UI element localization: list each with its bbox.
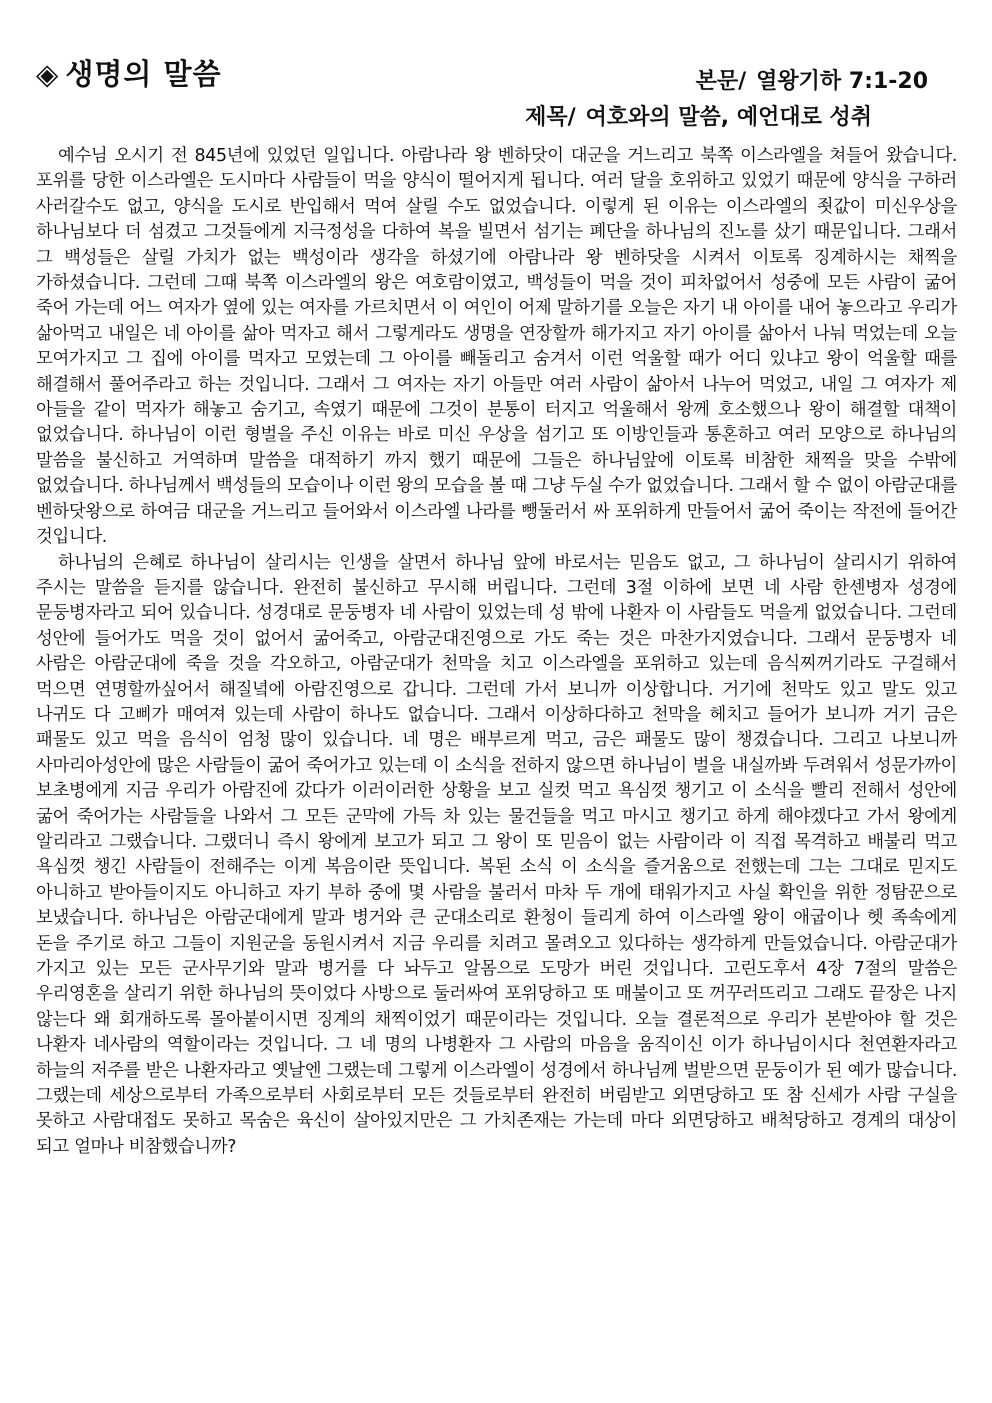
scripture-label: 본문/ [695, 69, 747, 94]
sermon-body [36, 144, 957, 1394]
sermon-title [525, 100, 872, 131]
sermon-title-value: 여호와의 말씀, 예언대로 성취 [585, 105, 872, 130]
section-title: 생명의 말씀 [65, 57, 222, 91]
scripture-reference [696, 64, 928, 95]
diamond-bullet-icon: ◈ [36, 57, 60, 91]
sermon-title-label: 제목/ [525, 105, 576, 130]
sermon-paragraph-1: 예수님 오시기 전 845년에 있었던 일입니다. 아람나라 왕 벤하닷이 대군을 거느리고 북쪽 이스라엘을 쳐들어 왔습니다. 포위를 당한 이스라엘은 도시마다 사람들이 먹을 양식이 떨어지게 됩니다. 여러 달을 호위하고 있었기 때문에 양식을 구하러 사러갈수도 없고, 양식을 도시로 반입해서 먹여 살릴 수도 없었습니다. 이렇게 된 이유는 이스라엘의 죗값이 미신우상을 하나님보다 더 섬겼고 그것들에게 지극정성을 다하여 복을 빌면서 섬기는 폐단을 하나님의 진노를 샀기 때문입니다. 그래서 그 백성들은 살릴 가치가 없는 백성이라 생각을 하셨기에 아람나라 왕 벤하닷을 시켜서 이토록 징계하시는 채찍을 가하셨습니다. 그런데 그때 북쪽 이스라엘의 왕은 여호람이였고, 백성들이 먹을 것이 피차없어서 성중에 모든 사람이 굶어 죽어 가는데 어느 여자가 옆에 있는 여자를 가르치면서 이 여인이 어제 말하기를 오늘은 자기 내 아이를 내어 놓으라고 우리가 삶아먹고 내일은 네 아이를 삶아 먹자고 해서 그렇게라도 생명을 연장할까 해가지고 자기 아이를 삶아서 나눠 먹었는데 오늘 모여가지고 그 집에 아이를 먹자고 모였는데 그 아이를 빼돌리고 숨겨서 이런 억울할 때가 어디 있냐고 왕이 억울할 때를 해결해서 풀어주라고 하는 것입니다. 그래서 그 여자는 자기 아들만 여러 사람이 삶아서 나누어 먹었고, 내일 그 여자가 제 아들을 같이 먹자가 해놓고 숨기고, 속였기 때문에 그것이 분통이 터지고 억울해서 왕께 호소했으나 왕이 해결할 대책이 없었습니다. 하나님이 이런 형벌을 주신 이유는 바로 미신 우상을 섬기고 또 이방인들과 통혼하고 여러 모양으로 하나님의 말씀을 불신하고 거역하며 말씀을 대적하기 까지 했기 때문에 그들은 하나님앞에 이토록 비참한 채찍을 맞을 수밖에 없었습니다. 하나님께서 백성들의 모습이나 이런 왕의 모습을 볼 때 그냥 두실 수가 없었습니다. 그래서 할 수 없이 아람군대를 벤하닷왕으로 하여금 대군을 거느리고 들어와서 이스라엘 나라를 뺑둘러서 싸 포위하게 만들어서 굶어 죽이는 작전에 들어간 것입니다. [36, 146, 957, 548]
sermon-paragraph-2: 하나님의 은혜로 하나님이 살리시는 인생을 살면서 하나님 앞에 바로서는 믿음도 없고, 그 하나님이 살리시기 위하여 주시는 말씀을 듣지를 않습니다. 완전히 불신하고 무시해 버립니다. 그런데 3절 이하에 보면 네 사람 한센병자 성경에 문둥병자라고 되어 있습니다. 성경대로 문둥병자 네 사람이 있었는데 성 밖에 나환자 이 사람들도 먹을게 없었습니다. 그런데 성안에 들어가도 먹을 것이 없어서 굶어죽고, 아람군대진영으로 가도 죽는 것은 마찬가지였습니다. 그래서 문둥병자 네 사람은 아람군대에 죽을 것을 각오하고, 아람군대가 천막을 치고 이스라엘을 포위하고 있는데 음식찌꺼기라도 구걸해서 먹으면 연명할까싶어서 해질녘에 아람진영으로 갑니다. 그런데 가서 보니까 이상합니다. 거기에 천막도 있고 말도 있고 나귀도 다 고삐가 매여져 있는데 사람이 하나도 없습니다. 그래서 이상하다하고 천막을 헤치고 들어가 보니까 거기 금은 패물도 있고 먹을 음식이 엄청 많이 있습니다. 네 명은 배부르게 먹고, 금은 패물도 많이 챙겼습니다. 그리고 나보니까 사마리아성안에 많은 사람들이 굶어 죽어가고 있는데 이 소식을 전하지 않으면 하나님이 벌을 내실까봐 두려워서 성문가까이 보초병에게 지금 우리가 아람진에 갔다가 이러이러한 상황을 보고 실컷 먹고 욕심껏 챙기고 이 소식을 빨리 전해서 성안에 굶어 죽어가는 사람들을 나와서 그 모든 군막에 가득 차 있는 물건들을 먹고 마시고 챙기고 하게 해야겠다고 가서 왕에게 알리라고 그랬습니다. 그랬더니 즉시 왕에게 보고가 되고 그 왕이 또 믿음이 없는 사람이라 이 직접 목격하고 배불리 먹고 욕심껏 챙긴 사람들이 전해주는 이게 복음이란 뜻입니다. 복된 소식 이 소식을 즐거움으로 전했는데 그는 그대로 믿지도 아니하고 받아들이지도 아니하고 자기 부하 중에 몇 사람을 불러서 마차 두 개에 태워가지고 사실 확인을 위한 정탐꾼으로 보냈습니다. 하나님은 아람군대에게 말과 병거와 큰 군대소리로 환청이 들리게 하여 이스라엘 왕이 애굽이나 헷 족속에게 돈을 주기로 하고 그들이 지원군을 동원시켜서 지금 우리를 치려고 몰려오고 있다하는 생각하게 만들었습니다. 아람군대가 가지고 있는 모든 군사무기와 말과 병거를 다 놔두고 알몸으로 도망가 버린 것입니다. 고린도후서 4장 7절의 말씀은 우리영혼을 살리기 위한 하나님의 뜻이었다 사방으로 둘러싸여 포위당하고 또 매불이고 또 꺼꾸러뜨리고 그래도 끝장은 나지 않는다 왜 회개하도록 몰아붙이시면 징계의 채찍이었기 때문이라는 것입니다. 오늘 결론적으로 우리가 본받아야 할 것은 나환자 네사람의 역할이라는 것입니다. 그 네 명의 나병환자 그 사람의 마음을 움직이신 이가 하나님이시다 천연환자라고 하늘의 저주를 받은 나환자라고 옛날엔 그랬는데 그렇게 이스라엘이 성경에서 하나님께 벌받으면 문둥이가 된 예가 많습니다. 그랬는데 세상으로부터 가족으로부터 사회로부터 모든 것들로부터 완전히 버림받고 외면당하고 또 참 신세가 사람 구실을 못하고 사람대접도 못하고 목숨은 육신이 살아있지만은 그 가치존재는 가는데 마다 외면당하고 배척당하고 경계의 대상이 되고 얼마나 비참했습니까? [36, 552, 957, 1157]
section-heading [36, 52, 221, 93]
scripture-value: 열왕기하 7:1-20 [756, 69, 928, 94]
